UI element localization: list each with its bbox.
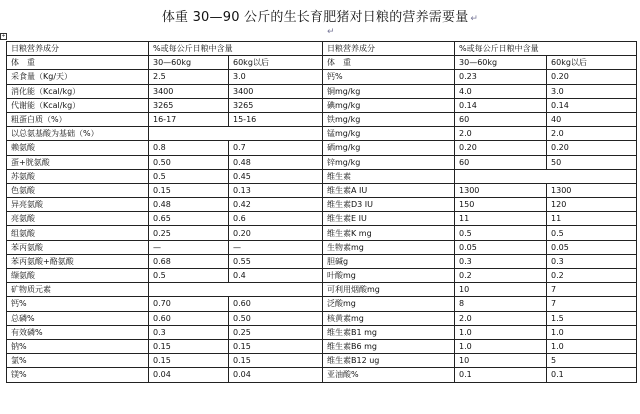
table-cell: 7 <box>547 283 637 297</box>
table-cell: 维生素K mg <box>323 226 455 240</box>
table-cell: 0.13 <box>229 183 323 197</box>
table-cell: 1.0 <box>547 325 637 339</box>
table-cell <box>149 127 323 141</box>
table-cell: 0.20 <box>547 141 637 155</box>
table-cell: 锌mg/kg <box>323 155 455 169</box>
table-cell: 色氨酸 <box>7 183 149 197</box>
table-cell: 亚油酸% <box>323 368 455 382</box>
table-cell: 0.48 <box>229 155 323 169</box>
table-row <box>7 212 637 226</box>
table-cell: 2.0 <box>547 127 637 141</box>
table-cell: 维生素B6 mg <box>323 339 455 353</box>
table-row <box>7 368 637 382</box>
table-cell: 60 <box>455 155 547 169</box>
table-cell: 3265 <box>149 98 229 112</box>
table-cell: 0.50 <box>229 311 323 325</box>
table-cell: 7 <box>547 297 637 311</box>
table-row <box>7 112 637 126</box>
table-cell: 11 <box>455 212 547 226</box>
table-row <box>7 254 637 268</box>
table-cell: 60 <box>455 112 547 126</box>
table-cell: 10 <box>455 354 547 368</box>
table-row <box>7 339 637 353</box>
table-cell: 0.5 <box>149 269 229 283</box>
table-cell: 以总氨基酸为基础（%） <box>7 127 149 141</box>
table-cell: 核黄素mg <box>323 311 455 325</box>
table-cell: 1.0 <box>455 325 547 339</box>
table-row <box>7 56 637 70</box>
table-row <box>7 98 637 112</box>
table-cell: 120 <box>547 198 637 212</box>
table-row <box>7 169 637 183</box>
table-cell: 维生素D3 IU <box>323 198 455 212</box>
table-cell: 0.60 <box>149 311 229 325</box>
table-cell: 代谢能（Kcal/kg） <box>7 98 149 112</box>
table-cell: 钠% <box>7 339 149 353</box>
paragraph-mark-icon: ↵ <box>470 14 479 24</box>
table-cell: 50 <box>547 155 637 169</box>
table-cell: 1.0 <box>455 339 547 353</box>
table-cell: 0.3 <box>455 254 547 268</box>
table-cell: 0.25 <box>229 325 323 339</box>
table-cell: 0.15 <box>149 339 229 353</box>
table-cell: 1300 <box>455 183 547 197</box>
table-cell: 采食量（Kg/天） <box>7 70 149 84</box>
table-cell: — <box>149 240 229 254</box>
table-cell: 钙% <box>323 70 455 84</box>
table-cell: 2.0 <box>455 311 547 325</box>
table-cell: 硒mg/kg <box>323 141 455 155</box>
table-row <box>7 127 637 141</box>
table-cell: 0.3 <box>149 325 229 339</box>
table-cell <box>455 169 637 183</box>
table-cell: 15-16 <box>229 112 323 126</box>
table-cell: 0.4 <box>229 269 323 283</box>
table-row <box>7 283 637 297</box>
table-cell: 镁% <box>7 368 149 382</box>
table-cell: 亮氨酸 <box>7 212 149 226</box>
table-cell: 0.55 <box>229 254 323 268</box>
table-cell: 0.45 <box>229 169 323 183</box>
table-cell: 3.0 <box>229 70 323 84</box>
nutrition-table <box>6 41 637 383</box>
table-cell: 体 重 <box>7 56 149 70</box>
table-row <box>7 354 637 368</box>
table-cell: 0.5 <box>455 226 547 240</box>
table-cell: 0.20 <box>455 141 547 155</box>
table-cell: 3400 <box>149 84 229 98</box>
table-cell: 矿物质元素 <box>7 283 149 297</box>
table-row <box>7 198 637 212</box>
table-cell: 消化能（Kcal/kg） <box>7 84 149 98</box>
table-cell: 8 <box>455 297 547 311</box>
table-cell: 0.20 <box>547 70 637 84</box>
table-row <box>7 155 637 169</box>
table-cell: 16-17 <box>149 112 229 126</box>
table-cell: 0.2 <box>455 269 547 283</box>
header-cell: 日粮营养成分 <box>7 42 149 56</box>
table-cell: 生物素mg <box>323 240 455 254</box>
table-cell: 缬氨酸 <box>7 269 149 283</box>
table-cell: 0.23 <box>455 70 547 84</box>
table-cell: 0.15 <box>149 354 229 368</box>
table-cell: 30—60kg <box>149 56 229 70</box>
table-cell: 0.42 <box>229 198 323 212</box>
table-cell: 30—60kg <box>455 56 547 70</box>
table-cell: 钙% <box>7 297 149 311</box>
table-cell: 苯丙氨酸 <box>7 240 149 254</box>
document-title: 体重 30—90 公斤的生长育肥猪对日粮的营养需要量 ↵ <box>161 10 479 25</box>
table-cell: 3400 <box>229 84 323 98</box>
table-cell: 0.5 <box>149 169 229 183</box>
table-row <box>7 226 637 240</box>
table-cell: 赖氨酸 <box>7 141 149 155</box>
table-cell: 维生素A IU <box>323 183 455 197</box>
table-row <box>7 141 637 155</box>
paragraph-mark-icon: ↵ <box>327 27 335 37</box>
table-cell: 体 重 <box>323 56 455 70</box>
table-cell: 40 <box>547 112 637 126</box>
table-cell: 0.8 <box>149 141 229 155</box>
table-cell: 0.04 <box>229 368 323 382</box>
table-cell: 0.3 <box>547 254 637 268</box>
table-cell: 1.5 <box>547 311 637 325</box>
table-cell: 0.14 <box>547 98 637 112</box>
table-cell: 0.1 <box>547 368 637 382</box>
table-cell: 蛋+胱氨酸 <box>7 155 149 169</box>
table-cell: 0.05 <box>547 240 637 254</box>
table-cell: 1300 <box>547 183 637 197</box>
table-cell: 铁mg/kg <box>323 112 455 126</box>
table-cell: 10 <box>455 283 547 297</box>
header-cell: %或每公斤日粮中含量 <box>149 42 323 56</box>
table-cell: 0.15 <box>229 339 323 353</box>
table-cell: 苏氨酸 <box>7 169 149 183</box>
table-cell: — <box>229 240 323 254</box>
table-row <box>7 297 637 311</box>
table-cell: 0.65 <box>149 212 229 226</box>
table-cell: 0.15 <box>149 183 229 197</box>
table-cell: 维生素B1 mg <box>323 325 455 339</box>
table-header-row <box>7 42 637 56</box>
table-cell: 0.60 <box>229 297 323 311</box>
table-cell: 叶酸mg <box>323 269 455 283</box>
table-cell: 碘mg/kg <box>323 98 455 112</box>
table-cell: 0.7 <box>229 141 323 155</box>
table-cell: 0.1 <box>455 368 547 382</box>
table-row <box>7 269 637 283</box>
table-cell: 锰mg/kg <box>323 127 455 141</box>
table-cell: 0.6 <box>229 212 323 226</box>
table-cell: 粗蛋白质（%） <box>7 112 149 126</box>
table-cell: 维生素 <box>323 169 455 183</box>
table-cell: 0.2 <box>547 269 637 283</box>
table-cell: 5 <box>547 354 637 368</box>
table-row <box>7 325 637 339</box>
table-cell: 0.25 <box>149 226 229 240</box>
table-row <box>7 311 637 325</box>
header-cell: %或每公斤日粮中含量 <box>455 42 637 56</box>
table-cell: 0.20 <box>229 226 323 240</box>
table-cell: 维生素E IU <box>323 212 455 226</box>
table-cell: 可利用烟酸mg <box>323 283 455 297</box>
table-cell: 胆碱g <box>323 254 455 268</box>
table-cell: 有效磷% <box>7 325 149 339</box>
table-cell: 2.0 <box>455 127 547 141</box>
table-cell: 60kg以后 <box>229 56 323 70</box>
table-cell: 0.50 <box>149 155 229 169</box>
table-cell: 苯丙氨酸+酪氨酸 <box>7 254 149 268</box>
table-cell: 2.5 <box>149 70 229 84</box>
table-cell: 0.68 <box>149 254 229 268</box>
table-cell: 总磷% <box>7 311 149 325</box>
table-cell: 组氨酸 <box>7 226 149 240</box>
table-cell: 氯% <box>7 354 149 368</box>
table-cell: 4.0 <box>455 84 547 98</box>
table-cell: 60kg以后 <box>547 56 637 70</box>
table-cell: 0.05 <box>455 240 547 254</box>
table-cell: 泛酸mg <box>323 297 455 311</box>
table-row <box>7 70 637 84</box>
table-row <box>7 183 637 197</box>
table-cell: 维生素B12 ug <box>323 354 455 368</box>
table-cell: 0.48 <box>149 198 229 212</box>
table-cell: 11 <box>547 212 637 226</box>
table-row <box>7 84 637 98</box>
table-cell: 1.0 <box>547 339 637 353</box>
table-cell: 0.5 <box>547 226 637 240</box>
nutrition-table-body <box>7 42 637 383</box>
table-cell: 0.04 <box>149 368 229 382</box>
table-cell: 3265 <box>229 98 323 112</box>
table-move-handle-icon[interactable]: + <box>1 33 6 39</box>
table-cell: 异亮氨酸 <box>7 198 149 212</box>
table-cell <box>149 283 323 297</box>
table-cell: 3.0 <box>547 84 637 98</box>
header-cell: 日粮营养成分 <box>323 42 455 56</box>
table-cell: 0.70 <box>149 297 229 311</box>
table-cell: 150 <box>455 198 547 212</box>
table-cell: 0.15 <box>229 354 323 368</box>
table-cell: 0.14 <box>455 98 547 112</box>
table-cell: 铜mg/kg <box>323 84 455 98</box>
table-row <box>7 240 637 254</box>
